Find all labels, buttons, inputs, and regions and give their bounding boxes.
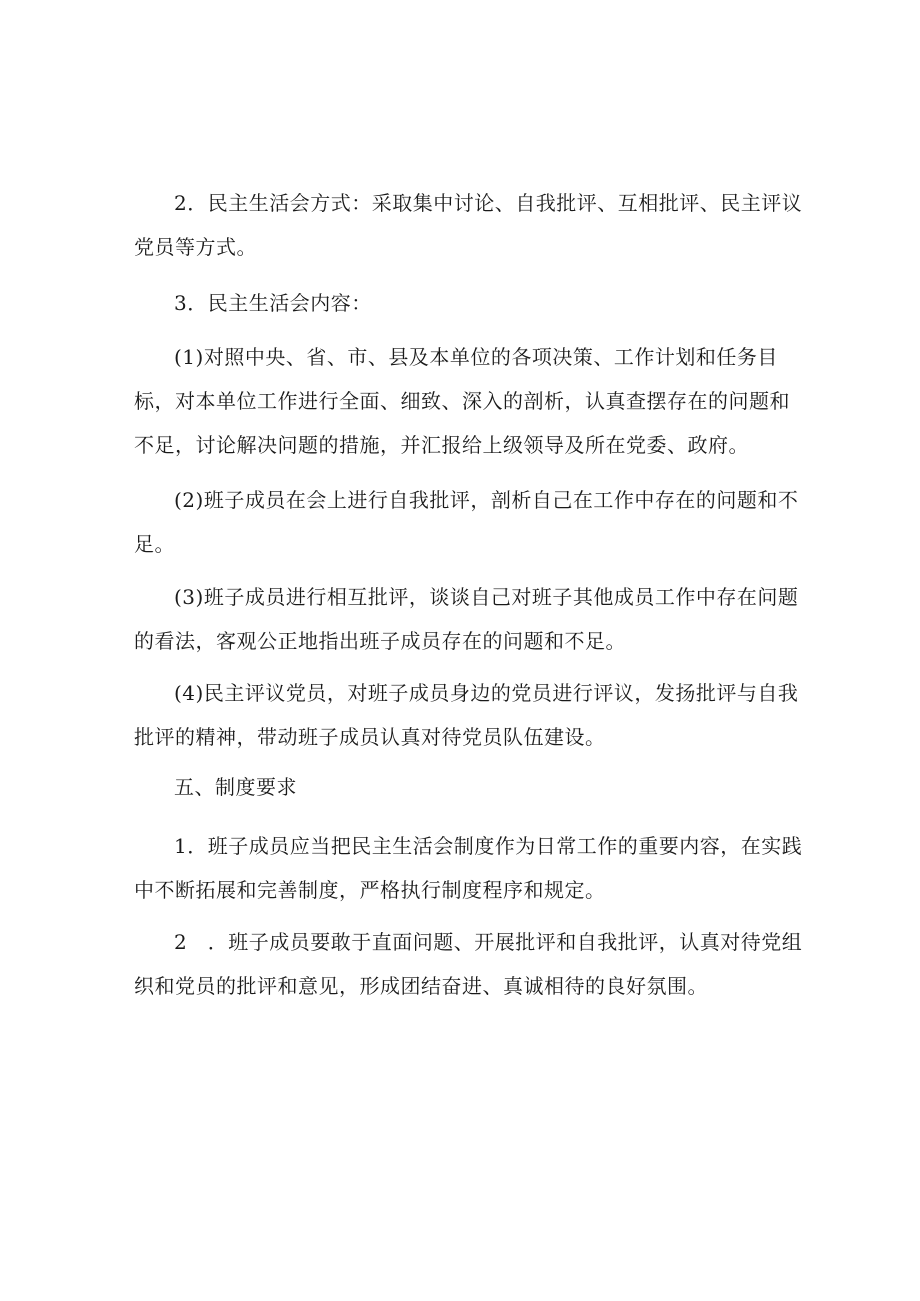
paragraph-requirement-2: 2 ．班子成员要敢于直面问题、开展批评和自我批评，认真对待党组织和党员的批评和意见，形成团结奋进、真诚相待的良好氛围。 xyxy=(134,930,803,998)
paragraph-content-item-2: (2)班子成员在会上进行自我批评，剖析自己在工作中存在的问题和不足。 xyxy=(134,488,799,556)
paragraph-meeting-content-heading: 3．民主生活会内容： xyxy=(174,291,372,315)
paragraph-meeting-method: 2．民主生活会方式：采取集中讨论、自我批评、互相批评、民主评议党员等方式。 xyxy=(134,191,803,259)
paragraph-content-item-1: (1)对照中央、省、市、县及本单位的各项决策、工作计划和任务目标，对本单位工作进行全面、细致、深入的剖析，认真查摆存在的问题和不足，讨论解决问题的措施，并汇报给上级领导及所在党委、政府。 xyxy=(134,345,790,457)
section-heading-requirements: 五、制度要求 xyxy=(174,775,297,799)
paragraph-requirement-1: 1．班子成员应当把民主生活会制度作为日常工作的重要内容，在实践中不断拓展和完善制度，严格执行制度程序和规定。 xyxy=(134,834,803,902)
paragraph-content-item-4: (4)民主评议党员，对班子成员身边的党员进行评议，发扬批评与自我批评的精神，带动班子成员认真对待党员队伍建设。 xyxy=(134,681,799,749)
paragraph-content-item-3: (3)班子成员进行相互批评，谈谈自己对班子其他成员工作中存在问题的看法，客观公正地指出班子成员存在的问题和不足。 xyxy=(134,585,799,653)
